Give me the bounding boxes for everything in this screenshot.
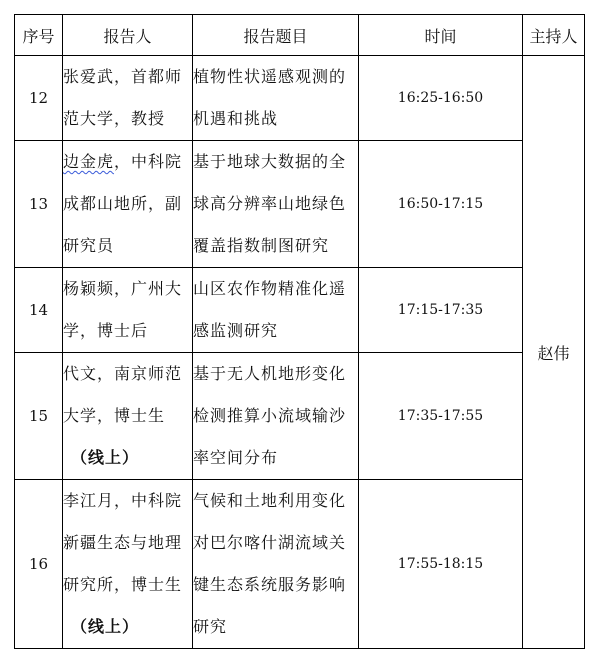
host-cell: 赵伟: [523, 56, 585, 649]
speaker-line: 研究所，博士生: [63, 575, 183, 594]
topic-cell: [193, 141, 359, 268]
topic-line: 机遇和挑战: [193, 109, 279, 128]
table-row: [15, 56, 585, 141]
time-cell: 16:50-17:15: [359, 141, 523, 268]
topic-line: 球高分辨率山地绿色: [193, 194, 347, 213]
table-header-row: [15, 15, 585, 56]
speaker-line: 杨颖频，广州大: [63, 279, 183, 298]
row-index: 15: [15, 353, 63, 480]
cropped-heading-strip: [0, 0, 604, 10]
speaker-line: 代文，南京师范: [63, 364, 183, 383]
speaker-line: [63, 141, 192, 183]
speaker-affiliation-start: ，中科院: [114, 152, 183, 171]
row-index: 13: [15, 141, 63, 268]
topic-line: 对巴尔喀什湖流域关: [193, 533, 347, 552]
topic-line: 键生态系统服务影响: [193, 575, 347, 594]
topic-line: 气候和土地利用变化: [193, 491, 347, 510]
topic-cell: [193, 480, 359, 649]
speaker-line: 学，博士后: [63, 321, 149, 340]
table-row: [15, 353, 585, 480]
row-index: 12: [15, 56, 63, 141]
topic-cell: [193, 56, 359, 141]
speaker-cell: [63, 268, 193, 353]
speaker-name-spellcheck: 边金虎: [63, 152, 115, 171]
speaker-line: 大学，博士生: [63, 406, 166, 425]
header-speaker: 报告人: [63, 15, 193, 56]
speaker-line: 研究员: [63, 236, 115, 255]
speaker-line: 成都山地所，副: [63, 194, 183, 213]
header-topic: 报告题目: [193, 15, 359, 56]
speaker-line: 张爱武，首都师: [63, 67, 183, 86]
row-index: 14: [15, 268, 63, 353]
speaker-line: 新疆生态与地理: [63, 533, 183, 552]
table-row: [15, 480, 585, 649]
online-note: （线上）: [71, 448, 140, 467]
time-cell: 17:15-17:35: [359, 268, 523, 353]
topic-line: 山区农作物精准化遥: [193, 279, 347, 298]
report-schedule-table: [14, 14, 585, 649]
topic-line: 率空间分布: [193, 448, 279, 467]
time-cell: 17:35-17:55: [359, 353, 523, 480]
table-row: [15, 268, 585, 353]
topic-cell: [193, 268, 359, 353]
speaker-cell: [63, 141, 193, 268]
topic-line: 基于无人机地形变化: [193, 364, 347, 383]
header-time: 时间: [359, 15, 523, 56]
topic-line: 基于地球大数据的全: [193, 152, 347, 171]
table-row: [15, 141, 585, 268]
topic-line: 感监测研究: [193, 321, 279, 340]
header-index: 序号: [15, 15, 63, 56]
topic-line: 研究: [193, 617, 228, 636]
time-cell: 17:55-18:15: [359, 480, 523, 649]
speaker-line: 李江月，中科院: [63, 491, 183, 510]
speaker-line: 范大学，教授: [63, 109, 166, 128]
topic-line: 植物性状遥感观测的: [193, 67, 347, 86]
time-cell: 16:25-16:50: [359, 56, 523, 141]
topic-cell: [193, 353, 359, 480]
speaker-cell: [63, 56, 193, 141]
speaker-cell: [63, 480, 193, 649]
topic-line: 覆盖指数制图研究: [193, 236, 330, 255]
online-note: （线上）: [71, 617, 140, 636]
row-index: 16: [15, 480, 63, 649]
speaker-cell: [63, 353, 193, 480]
header-host: 主持人: [523, 15, 585, 56]
topic-line: 检测推算小流域输沙: [193, 406, 347, 425]
